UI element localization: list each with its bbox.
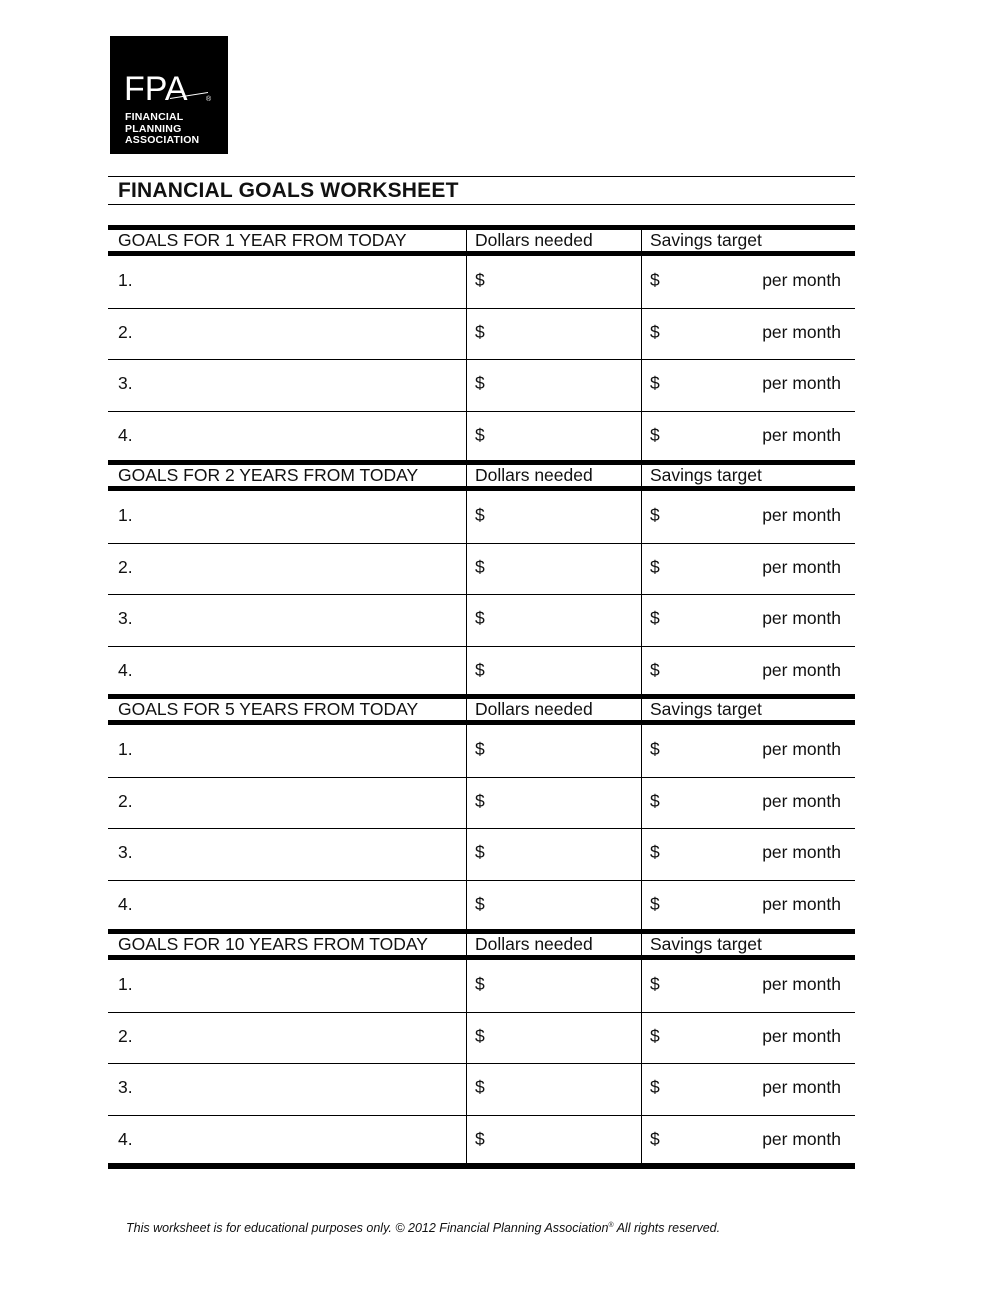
section-heading: GOALS FOR 10 YEARS FROM TODAY [118,934,428,954]
per-month-label: per month [762,893,841,914]
savings-target-field[interactable]: $ [650,842,660,862]
goal-number: 3. [118,373,133,393]
per-month-label: per month [762,556,841,577]
logo-line: FINANCIAL [125,111,184,123]
dollars-needed-field[interactable]: $ [475,1025,485,1046]
per-month-label: per month [762,974,841,994]
dollars-needed-header: Dollars needed [475,699,593,719]
footer-text: This worksheet is for educational purposes only. © 2012 Financial Planning Association [126,1221,609,1235]
goal-number: 3. [118,608,133,628]
logo-line: PLANNING [125,122,182,135]
per-month-label: per month [762,270,841,290]
goal-row[interactable] [108,411,855,462]
goal-number: 1. [118,270,133,290]
goal-number: 2. [118,1025,133,1046]
goal-number: 3. [118,842,133,862]
section-header [108,230,855,250]
dollars-needed-header: Dollars needed [475,934,593,954]
dollars-needed-field[interactable]: $ [475,739,485,759]
goal-number: 4. [118,893,133,914]
goal-number: 1. [118,505,133,525]
savings-target-field[interactable]: $ [650,424,660,445]
savings-target-field[interactable]: $ [650,739,660,759]
logo-mark: FPA [124,70,188,108]
savings-target-header: Savings target [650,934,762,954]
goal-number: 1. [118,739,133,759]
page-title: FINANCIAL GOALS WORKSHEET [118,179,459,202]
goal-row[interactable] [108,1063,855,1114]
dollars-needed-field[interactable]: $ [475,373,485,393]
goal-row[interactable] [108,1012,855,1063]
dollars-needed-header: Dollars needed [475,465,593,485]
logo-subtitle [125,112,199,147]
savings-target-header: Savings target [650,465,762,485]
fpa-logo [110,36,228,154]
dollars-needed-field[interactable]: $ [475,1077,485,1097]
dollars-needed-field[interactable]: $ [475,424,485,445]
savings-target-field[interactable]: $ [650,270,660,290]
savings-target-field[interactable]: $ [650,893,660,914]
per-month-label: per month [762,659,841,680]
per-month-label: per month [762,505,841,525]
dollars-needed-field[interactable]: $ [475,974,485,994]
per-month-label: per month [762,790,841,811]
dollars-needed-field[interactable]: $ [475,1128,485,1149]
logo-line: ASSOCIATION [125,134,200,146]
goal-row[interactable] [108,960,855,1011]
per-month-label: per month [762,1077,841,1097]
per-month-label: per month [762,739,841,759]
per-month-label: per month [762,1025,841,1046]
goal-number: 1. [118,974,133,994]
dollars-needed-header: Dollars needed [475,230,593,250]
per-month-label: per month [762,608,841,628]
dollars-needed-field[interactable]: $ [475,659,485,680]
per-month-label: per month [762,1128,841,1149]
goal-number: 4. [118,659,133,680]
goal-number: 4. [118,424,133,445]
goal-row[interactable] [108,491,855,542]
dollars-needed-field[interactable]: $ [475,556,485,577]
dollars-needed-field[interactable]: $ [475,321,485,342]
table-bottom-rule [108,1163,855,1169]
savings-target-header: Savings target [650,699,762,719]
savings-target-field[interactable]: $ [650,505,660,525]
dollars-needed-field[interactable]: $ [475,270,485,290]
goal-row[interactable] [108,543,855,594]
section-heading: GOALS FOR 2 YEARS FROM TODAY [118,465,419,485]
section-header [108,465,855,485]
goal-row[interactable] [108,256,855,307]
savings-target-header: Savings target [650,230,762,250]
savings-target-field[interactable]: $ [650,790,660,811]
savings-target-field[interactable]: $ [650,556,660,577]
savings-target-field[interactable]: $ [650,1025,660,1046]
savings-target-field[interactable]: $ [650,373,660,393]
goal-number: 3. [118,1077,133,1097]
savings-target-field[interactable]: $ [650,608,660,628]
goal-row[interactable] [108,777,855,828]
section-header [108,934,855,954]
section-heading: GOALS FOR 1 YEAR FROM TODAY [118,230,407,250]
goal-row[interactable] [108,880,855,931]
dollars-needed-field[interactable]: $ [475,608,485,628]
footer-registered: ® [608,1221,614,1229]
dollars-needed-field[interactable]: $ [475,505,485,525]
savings-target-field[interactable]: $ [650,321,660,342]
dollars-needed-field[interactable]: $ [475,790,485,811]
goal-number: 2. [118,556,133,577]
goal-number: 4. [118,1128,133,1149]
footer-text-end: All rights reserved. [613,1221,721,1235]
goal-row[interactable] [108,828,855,879]
goal-number: 2. [118,790,133,811]
title-rule [108,176,855,177]
goal-row[interactable] [108,1115,855,1166]
dollars-needed-field[interactable]: $ [475,842,485,862]
per-month-label: per month [762,424,841,445]
goal-row[interactable] [108,646,855,697]
savings-target-field[interactable]: $ [650,1128,660,1149]
goal-row[interactable] [108,725,855,776]
goal-number: 2. [118,321,133,342]
per-month-label: per month [762,373,841,393]
savings-target-field[interactable]: $ [650,974,660,994]
savings-target-field[interactable]: $ [650,659,660,680]
per-month-label: per month [762,842,841,862]
savings-target-field[interactable]: $ [650,1077,660,1097]
section-heading: GOALS FOR 5 YEARS FROM TODAY [118,699,419,719]
footer-note [126,1221,720,1235]
goal-row[interactable] [108,594,855,645]
title-rule [108,204,855,205]
section-header [108,699,855,719]
goal-row[interactable] [108,308,855,359]
goal-row[interactable] [108,359,855,410]
logo-registered: ® [206,96,212,103]
dollars-needed-field[interactable]: $ [475,893,485,914]
logo-swoosh-icon [170,90,210,100]
per-month-label: per month [762,321,841,342]
